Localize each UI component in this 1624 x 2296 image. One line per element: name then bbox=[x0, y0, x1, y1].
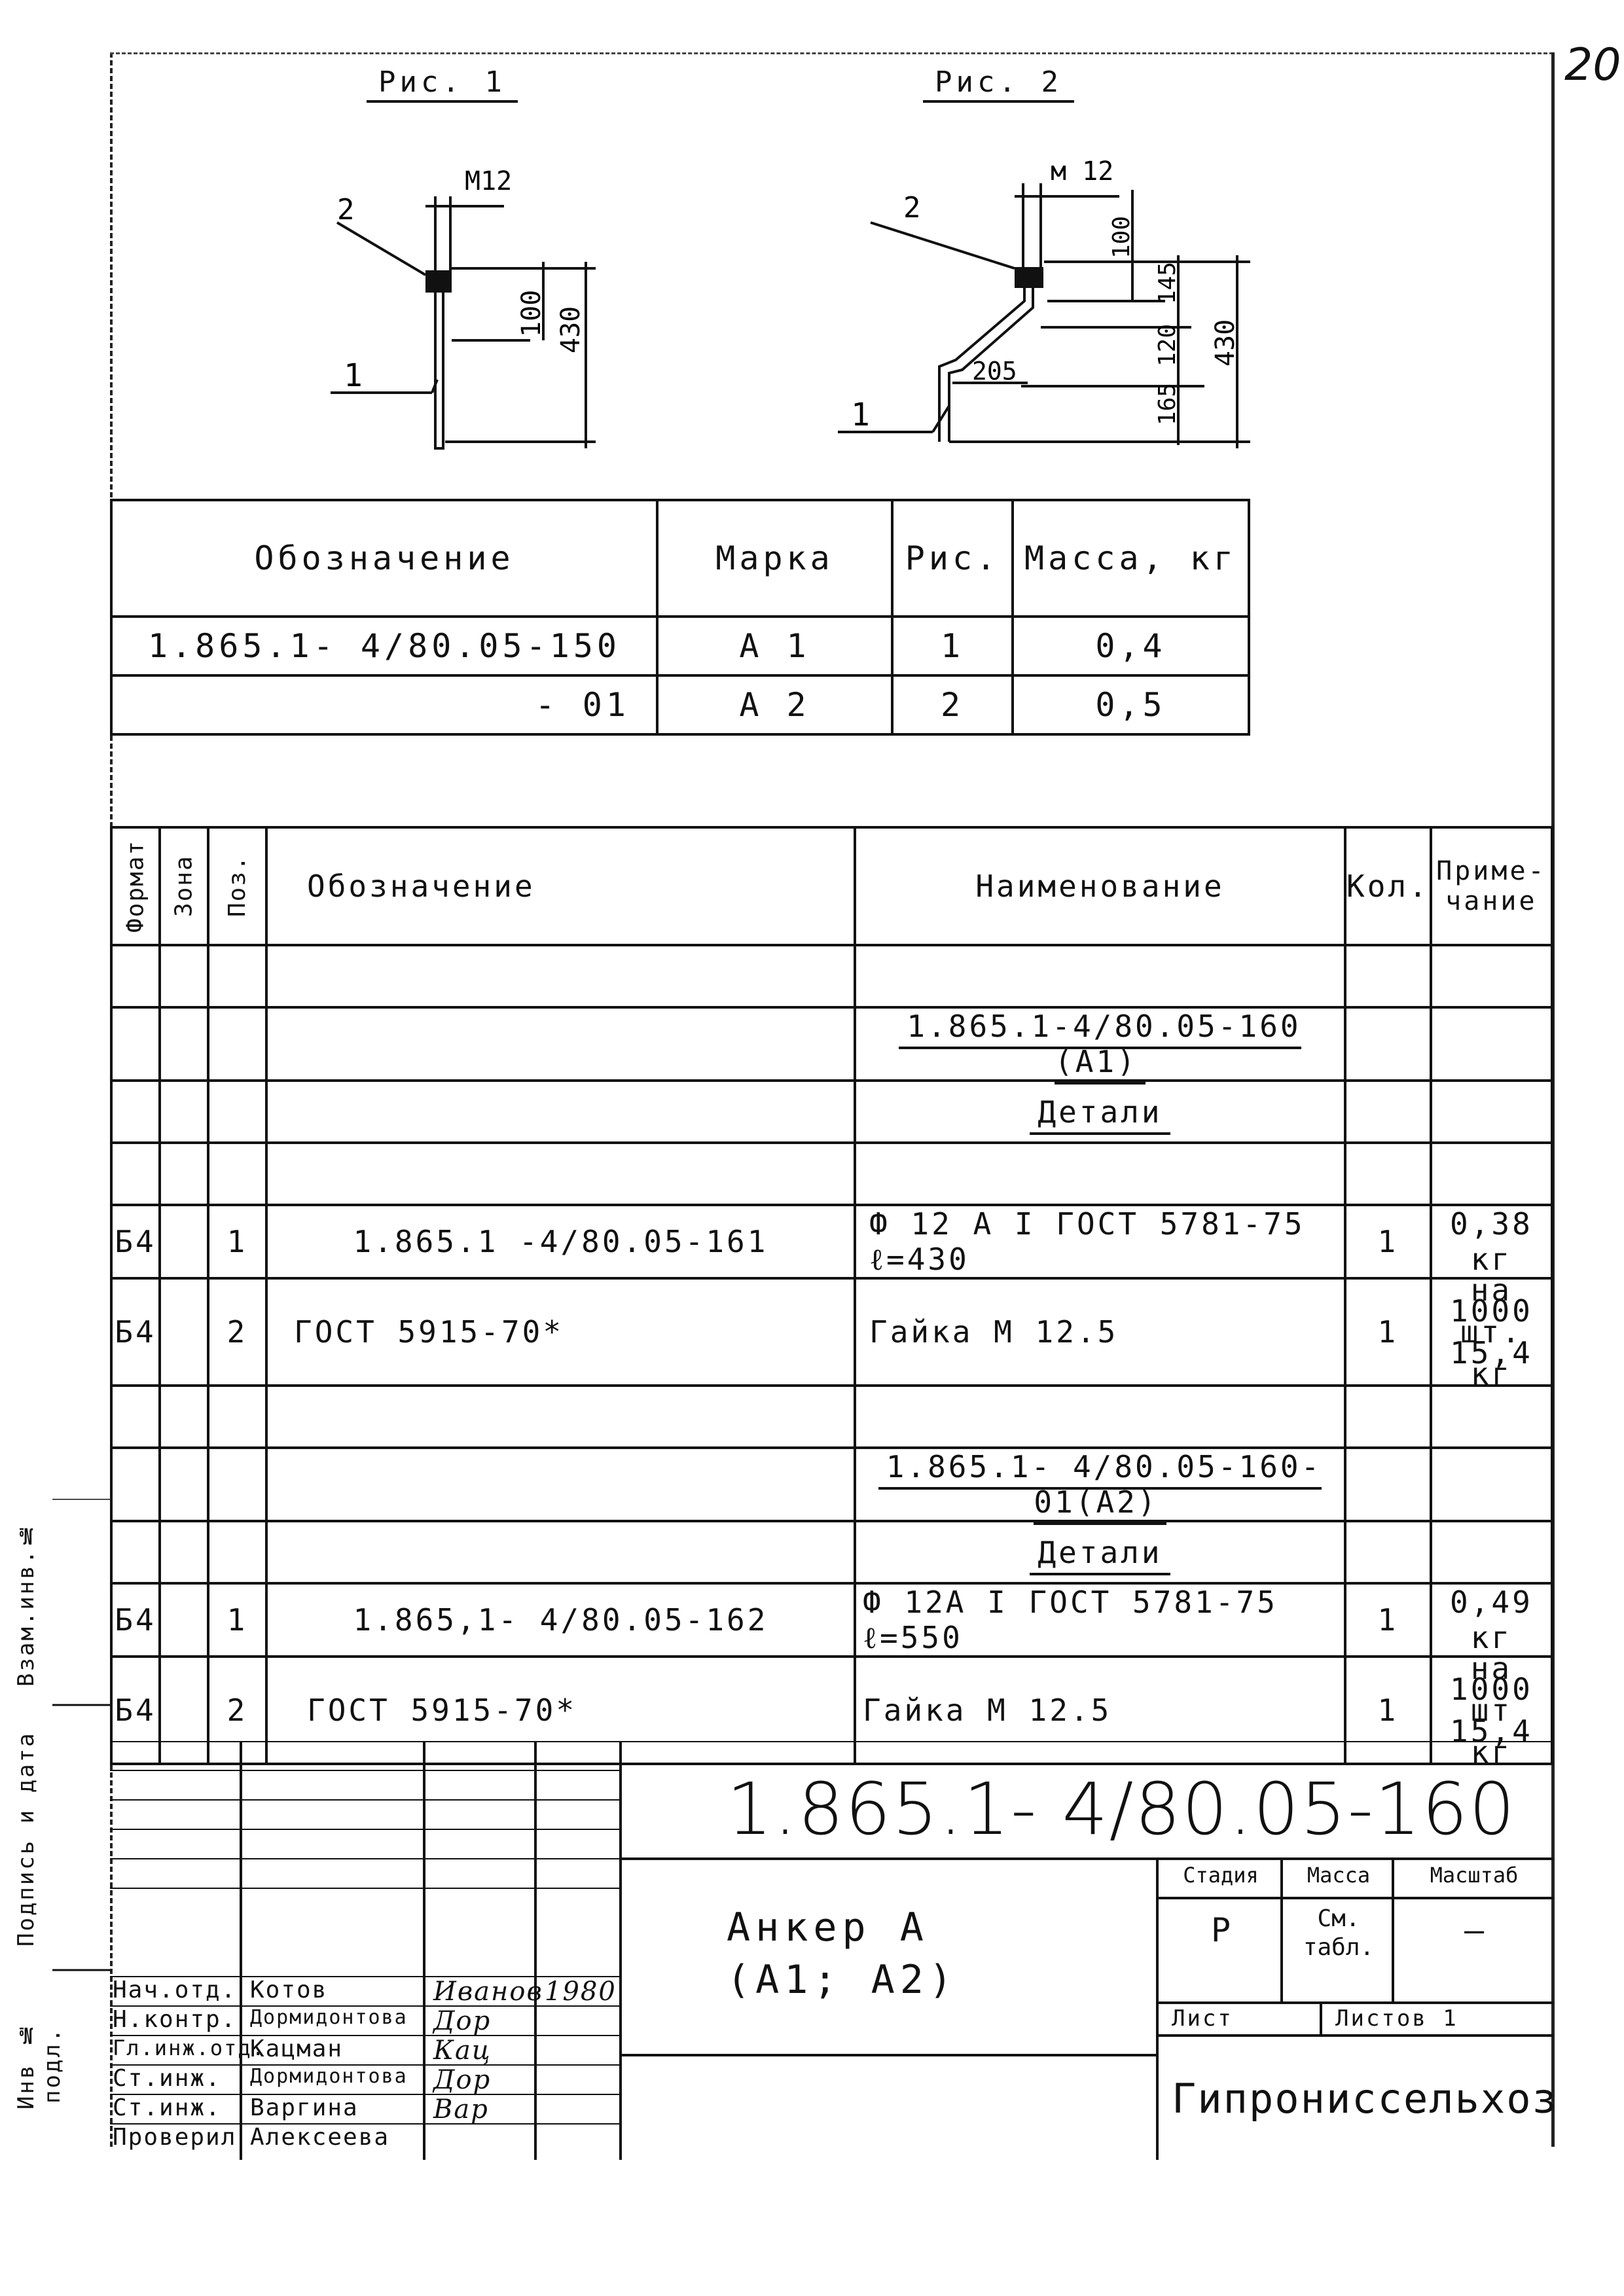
figure-2-caption: Рис. 2 bbox=[923, 65, 1074, 99]
nut bbox=[1016, 268, 1042, 287]
organization-name: Гипрониссельхоз bbox=[1172, 2075, 1558, 2123]
spec-g1r1-designation: 1.865.1 -4/80.05-161 bbox=[266, 1205, 855, 1278]
spec-header-designation: Обозначение bbox=[266, 827, 855, 945]
mark-row2-designation: - 01 bbox=[111, 675, 657, 734]
spec-g2r1-format: Б4 bbox=[111, 1583, 160, 1657]
spec-header bbox=[111, 827, 1552, 945]
spec-g1r2-qty: 1 bbox=[1345, 1278, 1431, 1386]
spec-header-zone: Зона bbox=[160, 827, 208, 945]
person-row: Проверил Алексеева bbox=[113, 2124, 390, 2151]
item-name-line2: (А1; А2) bbox=[727, 1957, 958, 2003]
mark-table bbox=[110, 499, 1250, 736]
spec-table bbox=[110, 826, 1553, 1770]
spec-g2r1-pos: 1 bbox=[208, 1583, 266, 1657]
mark-row1-mass: 0,4 bbox=[1013, 617, 1249, 675]
title-block-people bbox=[113, 1977, 623, 2150]
side-label-3: Инв № подл. bbox=[13, 2020, 65, 2110]
spec-g1r1-qty: 1 bbox=[1345, 1205, 1431, 1278]
spec-header-format: Формат bbox=[111, 827, 160, 945]
side-label-1: Взам.инв.№ bbox=[13, 1520, 39, 1687]
spec-group2-title-row bbox=[111, 1448, 1552, 1521]
mark-row1-mark: А 1 bbox=[657, 617, 892, 675]
spec-g1r2-pos: 2 bbox=[208, 1278, 266, 1386]
mark-header-fig: Рис. bbox=[892, 500, 1013, 617]
spec-g1r1-note: 0,38 кг bbox=[1431, 1205, 1552, 1278]
figure-2-dim-430: 430 bbox=[1210, 319, 1240, 367]
spec-group2-sub-row bbox=[111, 1521, 1552, 1583]
spec-group2-title: 1.865.1- 4/80.05-160-01(А2) bbox=[878, 1449, 1322, 1525]
spec-header-qty: Кол. bbox=[1345, 827, 1431, 945]
mark-table-header bbox=[111, 500, 1249, 617]
mass-value: См. табл. bbox=[1303, 1905, 1375, 1961]
figure-1-pos1: 1 bbox=[344, 357, 363, 394]
person-row: Ст.инж. Варгина Вар bbox=[113, 2094, 489, 2125]
mark-header-designation: Обозначение bbox=[111, 500, 657, 617]
person-row: Нач.отд. Котов Иванов 1980 bbox=[113, 1977, 617, 2007]
spec-header-note: Приме- чание bbox=[1431, 827, 1552, 945]
figure-1-caption: Рис. 1 bbox=[367, 65, 518, 99]
title-block-code: 1.865.1- 4/80.05-160 bbox=[727, 1767, 1517, 1851]
spec-g2r2-format: Б4 bbox=[111, 1657, 160, 1764]
spec-g2r1-designation: 1.865,1- 4/80.05-162 bbox=[266, 1583, 855, 1657]
anchor-rod bbox=[435, 272, 443, 448]
spec-empty-row bbox=[111, 1386, 1552, 1448]
item-name-line1: Анкер А bbox=[727, 1905, 929, 1950]
spec-empty-row bbox=[111, 1143, 1552, 1205]
mark-row2-fig: 2 bbox=[892, 675, 1013, 734]
person-row: Гл.инж.отд. Кацман Кац bbox=[113, 2036, 492, 2066]
spec-row bbox=[111, 1205, 1552, 1278]
page-number: 20 bbox=[1564, 39, 1621, 91]
side-label-2: Подпись и дата bbox=[13, 1731, 39, 1947]
person-row: Ст.инж. Дормидонтова Дор bbox=[113, 2065, 492, 2095]
spec-g1r1-format: Б4 bbox=[111, 1205, 160, 1278]
spec-g1r1-pos: 1 bbox=[208, 1205, 266, 1278]
side-label-frame bbox=[52, 1499, 111, 2153]
figure-2-pos2: 2 bbox=[903, 191, 921, 224]
spec-g1r1-name: Ф 12 А I ГОСТ 5781-75 ℓ=430 bbox=[855, 1205, 1345, 1278]
spec-row bbox=[111, 1278, 1552, 1386]
mark-row2-mass: 0,5 bbox=[1013, 675, 1249, 734]
spec-header-name: Наименование bbox=[855, 827, 1345, 945]
spec-empty-row bbox=[111, 945, 1552, 1007]
spec-g2r2-name: Гайка М 12.5 bbox=[855, 1657, 1345, 1764]
mass-header: Масса bbox=[1307, 1863, 1371, 1888]
spec-g1r2-designation: ГОСТ 5915-70* bbox=[266, 1278, 855, 1386]
figure-2-pos1: 1 bbox=[851, 397, 870, 433]
spec-group1-title-row bbox=[111, 1007, 1552, 1081]
spec-g2r1-note: 0,49 кг bbox=[1431, 1583, 1552, 1657]
spec-group1-sub-row bbox=[111, 1081, 1552, 1143]
sheets-header: Листов 1 bbox=[1335, 2005, 1458, 2032]
mark-header-mark: Марка bbox=[657, 500, 892, 617]
mark-row1-fig: 1 bbox=[892, 617, 1013, 675]
figure-1-thread: М12 bbox=[465, 166, 513, 196]
mark-row1-designation: 1.865.1- 4/80.05-150 bbox=[111, 617, 657, 675]
spec-g2r1-name: Ф 12А I ГОСТ 5781-75 ℓ=550 bbox=[855, 1583, 1345, 1657]
mark-row2-mark: А 2 bbox=[657, 675, 892, 734]
spec-g1r2-format: Б4 bbox=[111, 1278, 160, 1386]
nut bbox=[427, 272, 450, 291]
figure-1-dim-100: 100 bbox=[516, 289, 547, 337]
spec-group2-sub: Детали bbox=[1030, 1535, 1170, 1575]
spec-row bbox=[111, 1583, 1552, 1657]
spec-g2r2-pos: 2 bbox=[208, 1657, 266, 1764]
stage-value: Р bbox=[1210, 1911, 1231, 1949]
mark-table-row bbox=[111, 617, 1249, 675]
scale-value: — bbox=[1464, 1911, 1485, 1949]
spec-g2r2-qty: 1 bbox=[1345, 1657, 1431, 1764]
figure-2-dim-165: 165 bbox=[1154, 382, 1181, 425]
spec-g2r2-note: на 1000 шт 15,4 кг bbox=[1431, 1657, 1552, 1764]
figure-1-dim-430: 430 bbox=[556, 306, 586, 353]
spec-g1r2-note: на 1000 шт. 15,4 кг bbox=[1431, 1278, 1552, 1386]
spec-g2r1-qty: 1 bbox=[1345, 1583, 1431, 1657]
stage-header: Стадия bbox=[1183, 1863, 1259, 1888]
person-row: Н.контр. Дормидонтова Дор bbox=[113, 2006, 492, 2036]
figure-2-dim-205: 205 bbox=[972, 357, 1017, 386]
figure-2-drawing bbox=[825, 144, 1283, 458]
sheet-frame-top bbox=[110, 52, 1553, 54]
figure-2-dim-120: 120 bbox=[1154, 323, 1181, 367]
spec-group1-title: 1.865.1-4/80.05-160 (А1) bbox=[899, 1009, 1301, 1085]
scale-header: Масштаб bbox=[1430, 1863, 1519, 1888]
spec-g1r2-name: Гайка М 12.5 bbox=[855, 1278, 1345, 1386]
spec-g2r2-designation: ГОСТ 5915-70* bbox=[266, 1657, 855, 1764]
figure-2-dim-145: 145 bbox=[1154, 261, 1181, 304]
sheet-header: Лист bbox=[1172, 2005, 1233, 2032]
figure-1-drawing bbox=[288, 144, 655, 458]
figure-2-thread: м 12 bbox=[1051, 156, 1114, 187]
figure-1-pos2: 2 bbox=[337, 193, 355, 226]
mark-header-mass: Масса, кг bbox=[1013, 500, 1249, 617]
spec-group1-sub: Детали bbox=[1030, 1094, 1170, 1135]
spec-header-pos: Поз. bbox=[208, 827, 266, 945]
figure-2-dim-100: 100 bbox=[1108, 215, 1135, 259]
mark-table-row bbox=[111, 675, 1249, 734]
